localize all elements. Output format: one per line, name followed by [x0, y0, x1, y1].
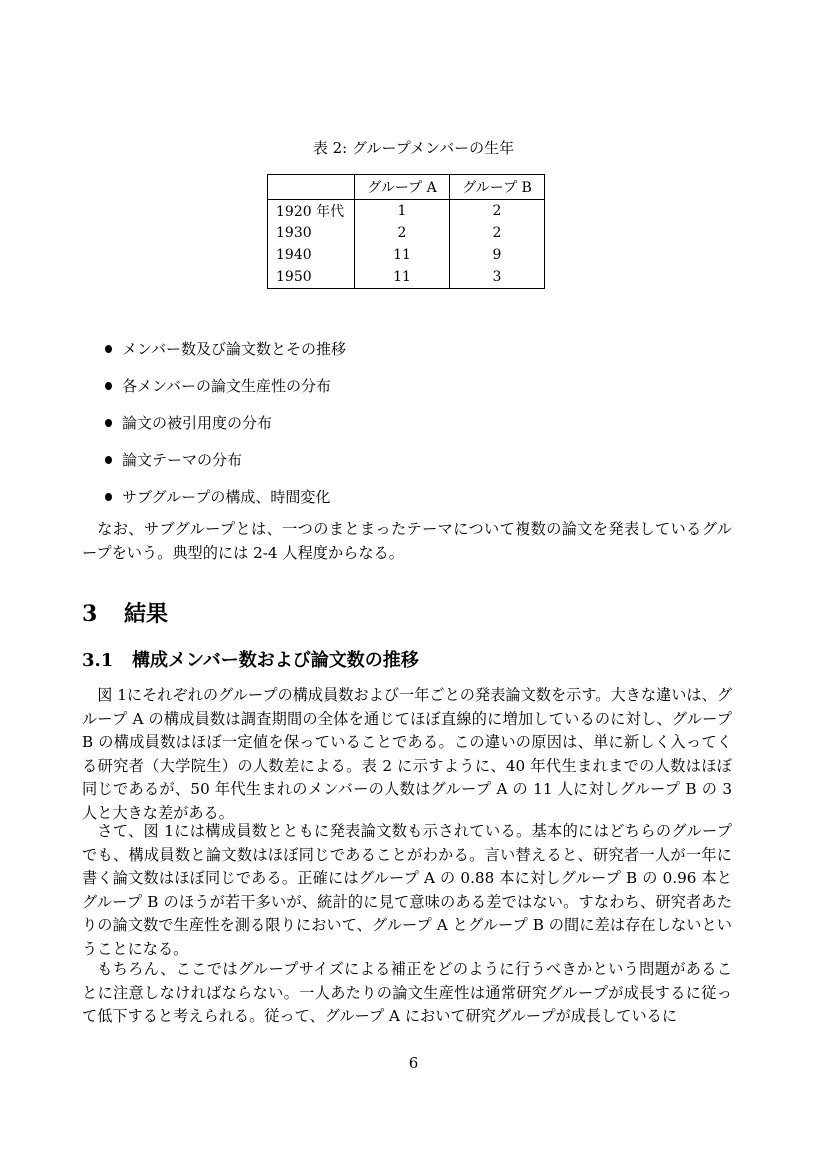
table-cell: 1	[355, 200, 450, 223]
intro-paragraph: なお、サブグループとは、一つのまとまったテーマについて複数の論文を発表しているグループをいう。典型的には 2-4 人程度からなる。	[82, 520, 732, 562]
subsection-title: 構成メンバー数および論文数の推移	[132, 650, 419, 671]
bullet-icon	[105, 456, 112, 464]
table-cell: 2	[355, 222, 450, 244]
bullet-icon	[105, 493, 112, 501]
list-item-text: メンバー数及び論文数とその推移	[122, 339, 346, 358]
list-item	[105, 367, 346, 404]
list-item	[105, 404, 346, 441]
list-item-text: サブグループの構成、時間変化	[122, 487, 331, 506]
list-item-text: 論文の被引用度の分布	[122, 413, 273, 432]
section-title: 結果	[124, 601, 169, 627]
table-header-cell	[268, 175, 355, 200]
body-paragraph: 図 1にそれぞれのグループの構成員数および一年ごとの発表論文数を示す。大きな違いは、グループ A の構成員数は調査期間の全体を通じてほぼ直線的に増加しているのに対し、グループ B の構成員数はほぼ一定値を保っていることである。この違いの原因は、単に新しく入ってくる研究者（大学院生）の人数差による。表 2 に示すように、40 年代生まれまでの人数はほぼ同じであるが、50 年代生まれのメンバーの人数はグループ A の 11 人に対しグループ B の 3 人と大きな差がある。	[82, 686, 732, 822]
section-number: 3	[82, 601, 98, 627]
list-item	[105, 478, 346, 515]
table-caption: 表 2: グループメンバーの生年	[312, 139, 515, 157]
analysis-item-list	[105, 330, 346, 515]
bullet-icon	[105, 345, 112, 353]
subsection-heading	[82, 646, 419, 672]
table-row	[268, 244, 545, 266]
table-cell: 11	[355, 244, 450, 266]
body-paragraph: さて、図 1には構成員数とともに発表論文数も示されている。基本的にはどちらのグループでも、構成員数と論文数はほぼ同じであることがわかる。言い替えると、研究者一人が一年に書く論文数はほぼ同じである。正確にはグループ A の 0.88 本に対しグループ B の 0.96 本とグループ B のほうが若干多いが、統計的に見て意味のある差ではない。すなわち、研究者あたりの論文数で生産性を測る限りにおいて、グループ A とグループ B の間に差は存在しないということになる。	[82, 822, 732, 958]
table-cell: 1940	[268, 244, 355, 266]
table-header-cell: グループ B	[450, 175, 545, 200]
table-row	[268, 266, 545, 289]
subsection-number: 3.1	[82, 650, 114, 671]
table-cell: 2	[450, 200, 545, 223]
table-header-row	[268, 175, 545, 200]
section-heading	[82, 597, 168, 628]
table-row	[268, 222, 545, 244]
table-cell: 1920 年代	[268, 200, 355, 223]
bullet-icon	[105, 419, 112, 427]
page-number: 6	[408, 1054, 419, 1072]
list-item-text: 各メンバーの論文生産性の分布	[122, 376, 331, 395]
table-header-cell: グループ A	[355, 175, 450, 200]
table-cell: 1950	[268, 266, 355, 289]
table-cell: 9	[450, 244, 545, 266]
list-item-text: 論文テーマの分布	[122, 450, 243, 469]
list-item	[105, 441, 346, 478]
table-cell: 3	[450, 266, 545, 289]
body-paragraph: もちろん、ここではグループサイズによる補正をどのように行うべきかという問題があることに注意しなければならない。一人あたりの論文生産性は通常研究グループが成長するに従って低下すると考えられる。従って、グループ A において研究グループが成長しているに	[82, 960, 732, 1025]
table-row	[268, 200, 545, 223]
table-cell: 1930	[268, 222, 355, 244]
list-item	[105, 330, 346, 367]
bullet-icon	[105, 382, 112, 390]
birth-year-table	[267, 174, 545, 289]
table-cell: 2	[450, 222, 545, 244]
table-cell: 11	[355, 266, 450, 289]
